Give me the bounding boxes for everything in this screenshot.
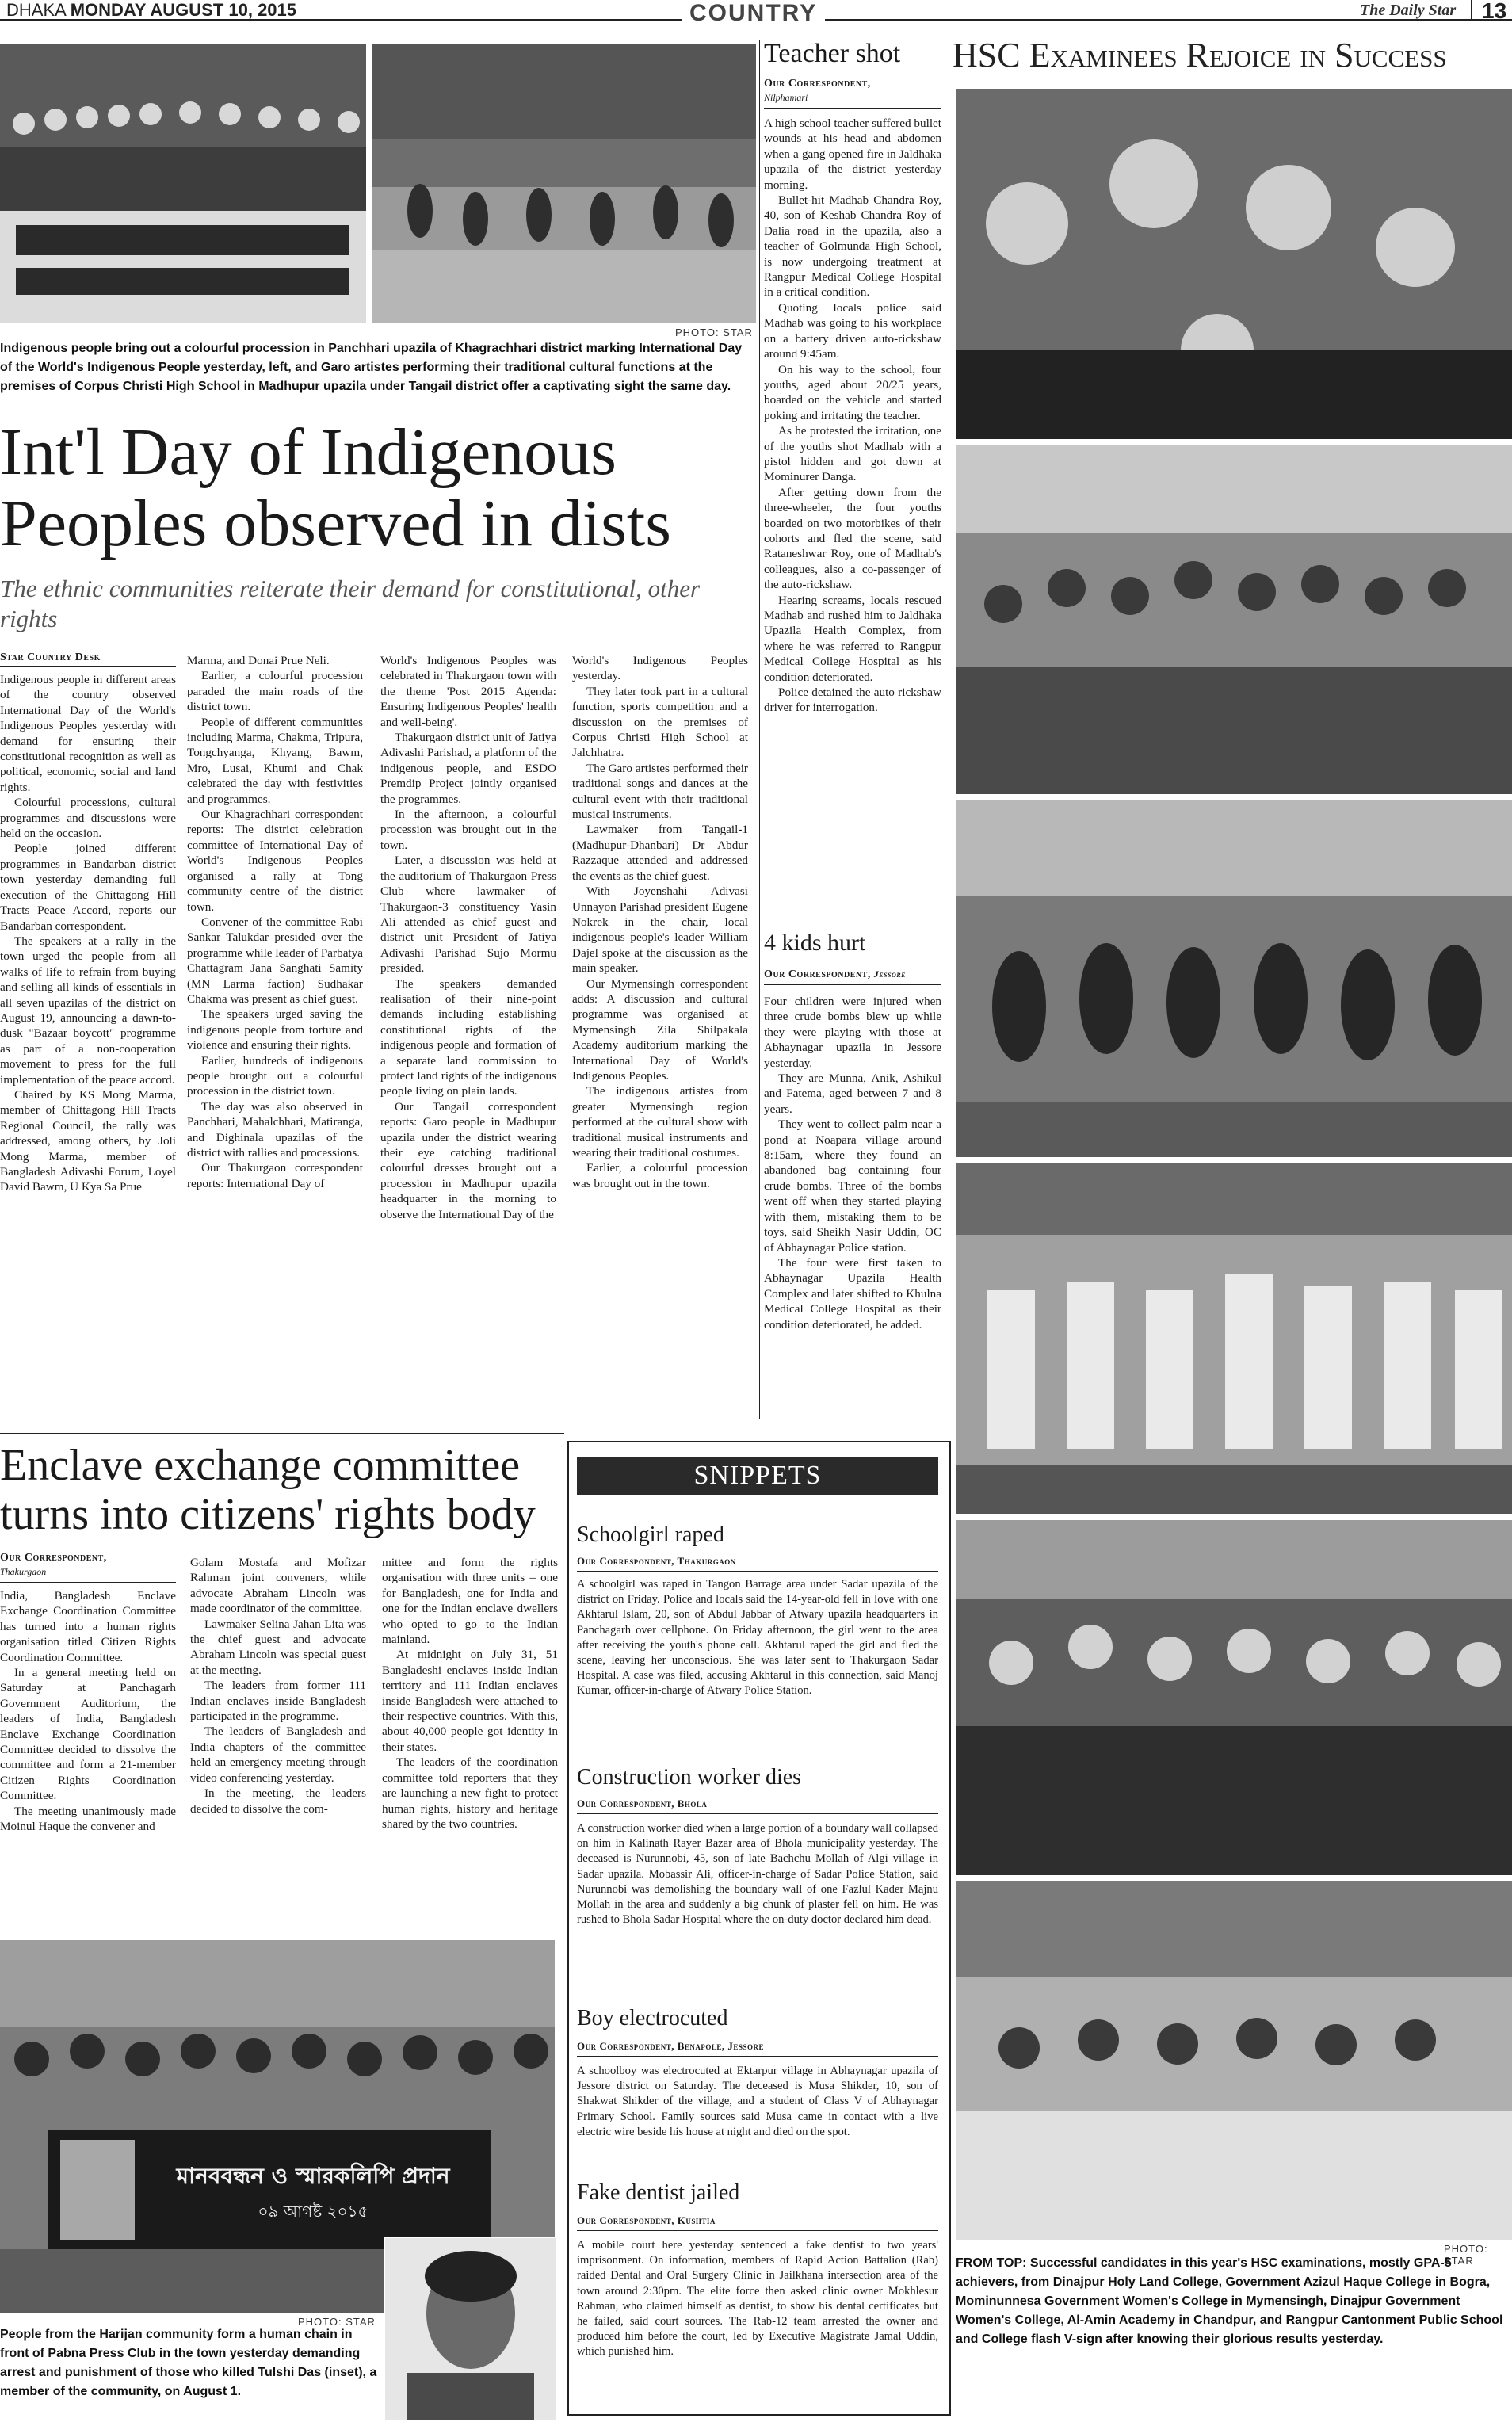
photo-credit: PHOTO: STAR	[1444, 2243, 1488, 2267]
snippet-rule	[577, 2230, 938, 2231]
indigenous-col-3: World's Indigenous Peoples was celebrated in Thakurgaon town with the theme 'Post 2015 Agenda: Ensuring Indigenous Peoples' health and well-being'. Thakurgaon district unit of Jatiya Adivashi Parishad, a platform of the indigenous people, and ESDO Premdip Project jointly organised the programmes. In the afternoon, a colourful procession was brought out in the town. Later, a discussion was held at the auditorium of Thakurgaon Press Club where lawmaker of Thakurgaon-3 constituency Yasin Ali attended as chief guest and district unit President of Jatiya Adivashi Parishad Sujo Mormu presided. The speakers demanded realisation of their nine-point demands including establishing constitutional rights of the indigenous people and formation of a separate land commission to protect land rights of the indigenous people living on plain lands. Our Tangail correspondent reports: Garo people in Madhupur upazila under the district wearing their eye catching traditional colourful dresses brought out a procession in Madhupur upazila headquarter in the morning to observe the International Day of the	[380, 654, 556, 1221]
snippet-headline: Fake dentist jailed	[577, 2180, 740, 2205]
indigenous-photo-caption: Indigenous people bring out a colourful procession in Panchhari upazila of Khagrachhari district marking International Day of the World's Indigenous People yesterday, left, and Garo artistes performing their traditional cultural functions at the premises of Corpus Christi High School in Madhupur upazila under Tangail district offer a captivating sight the same day.	[0, 342, 743, 393]
byline-rule	[0, 1582, 176, 1583]
enclave-dateline: Thakurgaon	[0, 1566, 47, 1577]
enclave-col-2: Golam Mostafa and Mofizar Rahman joint conveners, while advocate Abraham Lincoln was made coordinator of the committee. Lawmaker Selina Jahan Lita was the chief guest and advocate Abraham Lincoln was special guest at the meeting. The leaders from former 111 Indian enclaves inside Bangladesh participated in the programme. The leaders of Bangladesh and India chapters of the committee held an emergency meeting through video conferencing yesterday. In the meeting, the leaders decided to dissolve the com-	[190, 1556, 366, 1816]
hsc-photo-mominunnesa	[956, 800, 1512, 1157]
enclave-col-3: mittee and form the rights organisation with three units – one for Bangladesh, one for India and one for the Indian enclave dwellers who opted to go to the Indian mainland. At midnight on July 31, 51 Bangladeshi enclaves inside Indian territory and 111 Indian enclaves inside Bangladesh were attached to their respective countries. With this, about 40,000 people got identity in their states. The leaders of the coordination committee told reporters that they are launching a new fight to protect human rights, history and heritage shared by the two countries.	[382, 1556, 558, 1831]
snippet-headline: Schoolgirl raped	[577, 1522, 724, 1547]
masthead-logo: The Daily Star	[1360, 2, 1457, 19]
snippet-headline: Boy electrocuted	[577, 2006, 728, 2030]
snippets-banner: SNIPPETS	[577, 1457, 938, 1495]
byline-rule	[764, 108, 941, 109]
indigenous-col-4: World's Indigenous Peoples yesterday. They later took part in a cultural function, sports competition and a discussion on the premises of Corpus Christi High School at Jalchhatra. The Garo artistes performed their traditional songs and dances at the cultural event with their traditional musical instruments. Lawmaker from Tangail-1 (Madhupur-Dhanbari) Dr Abdur Razzaque attended and addressed the events as the chief guest. With Joyenshahi Adivasi Unnayon Parishad president Eugene Nokrek in the chair, local indigenous people's leader William Dajel spoke at the discussion as the main speaker. Our Mymensingh correspondent adds: A discussion and cultural programme was organised at Mymensingh Zila Shilpakala Academy auditorium marking the International Day of World's Indigenous Peoples. The indigenous artistes from greater Mymensingh region performed at the cultural show with traditional musical instruments and wearing their traditional costumes. Earlier, a colourful procession was brought out in the town.	[572, 654, 748, 1190]
hsc-title: HSC Examinees Rejoice in Success	[953, 36, 1447, 74]
hsc-photo-rangpur-cantonment	[956, 1881, 1512, 2240]
snippet-rule	[577, 1571, 938, 1572]
hsc-photo-al-amin-academy	[956, 1520, 1512, 1875]
enclave-col-1: India, Bangladesh Enclave Exchange Coordination Committee has turned into a human rights organisation titled Citizen Rights Coordination Committee. In a general meeting held on Saturday at Panchagarh Government Auditorium, the leaders of India, Bangladesh Enclave Exchange Coordination Committee decided to dissolve the committee and form a 21-member Citizen Rights Coordination Committee. The meeting unanimously made Moinul Haque the convener and	[0, 1589, 176, 1834]
procession-photo	[0, 44, 366, 323]
teacher-dateline: Nilphamari	[764, 92, 808, 103]
indigenous-col-2: Marma, and Donai Prue Neli. Earlier, a colourful procession paraded the main roads of the district town. People of different communities including Marma, Chakma, Tripura, Tongchyanga, Khyang, Bawm, Mro, Lusai, Khumi and Chak celebrated the day with festivities and programmes. Our Khagrachhari correspondent reports: The district celebration committee of International Day of World's Indigenous Peoples organised a rally at Tong community centre of the district town. Convener of the committee Rabi Sankar Talukdar presided over the programme while leader of Parbatya Chattagram Jana Sanghati Samity (MN Larma faction) Sudhakar Chakma was present as chief guest. The speakers urged saving the indigenous people from torture and violence and ensuring their rights. Earlier, hundreds of indigenous people brought out a colourful procession in the district town. The day was also observed in Panchhari, Mahalchhari, Matiranga, and Dighinala upazilas of the district with rallies and processions. Our Thakurgaon correspondent reports: International Day of	[187, 654, 363, 1190]
banner-text: মানববন্ধন ও স্মারকলিপি প্রদান	[176, 2163, 450, 2189]
section-name: COUNTRY	[682, 0, 825, 27]
hsc-photo-azizul-haque	[956, 445, 1512, 794]
page-number-divider	[1471, 0, 1472, 19]
page-number: 13	[1482, 0, 1507, 23]
byline-rule	[764, 984, 941, 985]
snippet-rule	[577, 1813, 938, 1814]
snippet-byline: Our Correspondent, Bhola	[577, 1797, 708, 1809]
garo-dance-photo	[372, 44, 756, 323]
indigenous-byline: Star Country Desk	[0, 651, 101, 663]
snippet-headline: Construction worker dies	[577, 1765, 802, 1790]
snippet-rule	[577, 2056, 938, 2057]
snippet-byline: Our Correspondent, Thakurgaon	[577, 1555, 736, 1567]
harijan-caption: People from the Harijan community form a human chain in front of Pabna Press Club in the town yesterday demanding arrest and punishment of those who killed Tulshi Das (inset), a member of the community, on August 1.	[0, 2328, 377, 2398]
section-rule	[0, 1433, 564, 1434]
banner-date: ০৯ আগষ্ট ২০১৫	[258, 2202, 368, 2221]
indigenous-col-1: Indigenous people in different areas of the country observed International Day of the World's Indigenous Peoples yesterday with demand for ensuring their constitutional recognition as well as political, economic, social and land rights. Colourful processions, cultural programmes and discussions were held on the occasion. People joined different programmes in Bandarban district town yesterday demanding full execution of the Chittagong Hill Tracts Peace Accord, reports our Bandarban correspondent. The speakers at a rally in the town urged the people from all walks of life to refrain from buying and selling all kinds of essentials in all seven upazilas of the district on August 19, announcing a dawn-to-dusk "Bazaar boycott" programme as part of a non-cooperation movement to press for the full implementation of the peace accord. Chaired by KS Mong Marma, member of Chittagong Hill Tracts Regional Council, the rally was addressed, among others, by Joli Mong Marma, member of Bangladesh Adivashi Forum, Loyel David Bawm, U Kya Sa Prue	[0, 673, 176, 1194]
kids-headline: 4 kids hurt	[764, 930, 866, 956]
teacher-body: A high school teacher suffered bullet wounds at his head and abdomen when a gang opened fire in Jaldhaka upazila of the district yesterday morning. Bullet-hit Madhab Chandra Roy, 40, son of Keshab Chandra Roy of Dalia road in the upazila, also a teacher of Golmunda High School, is now undergoing treatment at Rangpur Medical College Hospital in a critical condition. Quoting locals police said Madhab was going to his workplace on a battery driven auto-rickshaw around 9:45am. On his way to the school, four youths, aged about 20/25 years, boarded on the vehicle and started poking and irritating the teacher. As he protested the irritation, one of the youths shot Madhab with a pistol hidden and got down at Mominurer Danga. After getting down from the three-wheeler, the four youths boarded on two motorbikes of their cohorts and fled the scene, said Rataneshwar Roy, one of Madhab's colleagues, also a co-passenger of the auto-rickshaw. Hearing screams, locals rescued Madhab and rushed him to Jaldhaka Upazila Health Complex, from where he was referred to Rangpur Medical College Hospital as his condition deteriorated. Police detained the auto rickshaw driver for interrogation.	[764, 117, 941, 715]
teacher-byline: Our Correspondent,	[764, 78, 871, 90]
hsc-photo-dinajpur-holy-land	[956, 89, 1512, 439]
photo-credit: PHOTO: STAR	[675, 327, 753, 338]
column-divider	[759, 40, 760, 1419]
enclave-headline: Enclave exchange committee turns into citizens' rights body	[0, 1441, 536, 1539]
indigenous-headline: Int'l Day of Indigenous Peoples observed in dists	[0, 415, 671, 560]
snippet-byline: Our Correspondent, Benapole, Jessore	[577, 2040, 764, 2052]
byline-rule	[0, 666, 176, 667]
snippet-byline: Our Correspondent, Kushtia	[577, 2214, 716, 2226]
snippet-body: A schoolgirl was raped in Tangon Barrage area under Sadar upazila of the district on Friday. Police and locals said the 14-year-old fell in love with one Akhtarul Islam, 20, son of Abdul Jabbar of Atwary upazila headquarters in Panchagarh over cellphone. On Friday afternoon, the girl went to the area after receiving the youth's phone call. Akhtarul raped the girl and fled the scene, leaving her unconscious. She was later sent to Thakurgaon Sadar Hospital. A case was filed, accusing Akhtarul in this connection, said Manoj Kumar, officer-in-charge of Atwary Police Station.	[577, 1578, 938, 1698]
hsc-caption: FROM TOP: Successful candidates in this year's HSC examinations, mostly GPA-5 achievers, from Dinajpur Holy Land College, Government Azizul Haque College in Bogra, Mominunnesa Government Women's College in Mymensingh, Dinajpur Government Women's College, Al-Amin Academy in Chandpur, and Rangpur Cantonment Public School and College flash V-sign after knowing their glorious results yesterday.	[956, 2256, 1503, 2346]
indigenous-subhead: The ethnic communities reiterate their demand for constitutional, other rights	[0, 575, 701, 632]
kids-body: Four children were injured when three crude bombs blew up while they were playing with those at Abhaynagar upazila in Jessore yesterday. They are Munna, Anik, Ashikul and Fatema, aged between 7 and 8 years. They went to collect palm near a pond at Noapara village around 8:15am, where they found an abandoned bag containing four crude bombs. Three of the bombs went off when they started playing with them, mistaking them to be toys, said Sheikh Nasir Uddin, OC of Abhaynagar Police station. The four were first taken to Abhaynagar Upazila Health Complex and later shifted to Khulna Medical College Hospital as their condition deteriorated, he added.	[764, 995, 941, 1331]
tulshi-das-inset-photo	[384, 2237, 558, 2422]
enclave-byline: Our Correspondent,	[0, 1552, 107, 1564]
photo-credit: PHOTO: STAR	[298, 2316, 376, 2328]
hsc-photo-dinajpur-govt-women	[956, 1163, 1512, 1514]
snippet-body: A construction worker died when a large portion of a boundary wall collapsed on him in Kalinath Rayer Bazar area of Bhola municipality yesterday. The deceased is Nurunnobi, 45, son of late Bachchu Mollah of Algi village in Sadar upazila. Mobassir Ali, officer-in-charge of Sadar Police Station, said Nurunnobi was demolishing the boundary wall of one Fazlul Kader Majnu Mollah in the area and suddenly a big chunk of plaster fell on him. He was rushed to Bhola Sadar Hospital where the on-duty doctor declared him dead.	[577, 1822, 938, 1927]
snippet-body: A schoolboy was electrocuted at Ektarpur village in Abhaynagar upazila of Jessore district on Saturday. The deceased is Musa Shikder, 10, son of Shakwat Shikder of the village, and a student of Class V of Abhaynagar Primary School. Family sources said Musa came in contact with a live electric wire beside his house at night and died on the spot.	[577, 2065, 938, 2138]
kids-byline: Our Correspondent, Jessore	[764, 968, 906, 980]
snippet-body: A mobile court here yesterday sentenced a fake dentist to two years' imprisonment. On information, members of Rapid Action Battalion (Rab) raided Dental and Oral Surgery Clinic in Jailkhana intersection area of the town around 2:30pm. The elite force then asked clinic owner Mokhlesur Rahman, who claimed himself as dentist, to show his dental certificates but he failed, said court sources. The Rab-12 team arrested the owner and produced him before the court, led by Executive Magistrate Jamal Uddin, which punished him.	[577, 2239, 938, 2359]
header-dateline: DHAKA MONDAY AUGUST 10, 2015	[6, 0, 297, 20]
teacher-headline: Teacher shot	[764, 39, 901, 68]
